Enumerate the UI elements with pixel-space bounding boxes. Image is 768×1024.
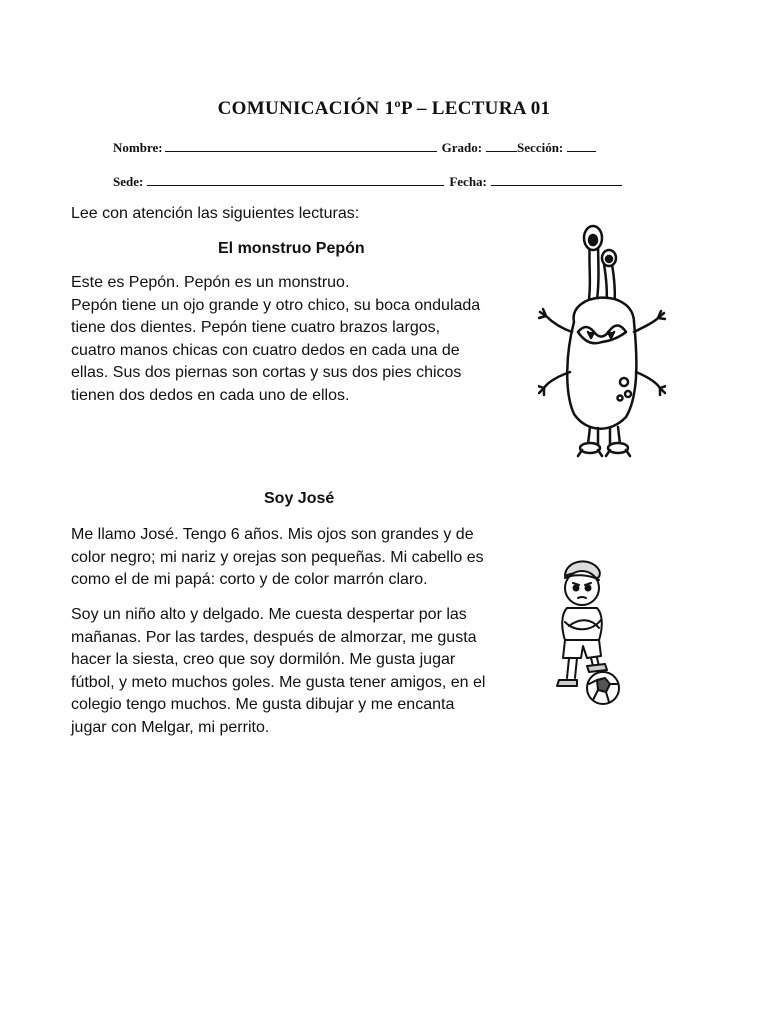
- story1-paragraph: [71, 272, 480, 407]
- student-info-row: [113, 140, 596, 156]
- grado-label: Grado:: [441, 140, 483, 155]
- story2-line: Soy un niño alto y delgado. Me cuesta despertar por las: [71, 606, 467, 623]
- story2-line: mañanas. Por las tardes, después de almorzar, me gusta: [71, 628, 477, 646]
- story1-title: El monstruo Pepón: [218, 240, 365, 257]
- intro-text: Lee con atención las siguientes lecturas:: [71, 205, 360, 222]
- story2-paragraph-2: [71, 604, 485, 739]
- story1-line: Pepón tiene un ojo grande y otro chico, su boca ondulada: [71, 296, 481, 314]
- story2-line: colegio tengo muchos. Me gusta dibujar y me encanta: [71, 696, 455, 713]
- sede-field[interactable]: [147, 174, 444, 186]
- seccion-label: Sección:: [517, 140, 564, 155]
- sede-label: Sede:: [113, 174, 144, 189]
- story2-title: Soy José: [264, 490, 335, 507]
- story2-line: hacer la siesta, creo que soy dormilón. Me gusta jugar: [71, 651, 456, 668]
- boy-with-ball-illustration: [553, 556, 623, 708]
- school-info-row: [113, 174, 622, 190]
- story2-line: jugar con Melgar, mi perrito.: [71, 718, 270, 736]
- story1-line: tienen dos dedos en cada uno de ellos.: [71, 386, 350, 404]
- story1-line: cuatro manos chicas con cuatro dedos en cada una de: [71, 341, 460, 359]
- nombre-field[interactable]: [165, 140, 437, 152]
- story1-line: tiene dos dientes. Pepón tiene cuatro brazos largos,: [71, 319, 441, 336]
- page-title: COMUNICACIÓN 1ºP – LECTURA 01: [217, 98, 551, 119]
- nombre-label: Nombre:: [113, 140, 163, 155]
- fecha-field[interactable]: [491, 174, 622, 186]
- story2-paragraph-1: [71, 524, 484, 592]
- story2-line: Me llamo José. Tengo 6 años. Mis ojos son grandes y de: [71, 526, 474, 543]
- fecha-label: Fecha:: [449, 174, 487, 189]
- grado-field[interactable]: [486, 140, 517, 152]
- story2-line: color negro; mi nariz y orejas son pequeñas. Mi cabello es: [71, 548, 484, 566]
- seccion-field[interactable]: [567, 140, 596, 152]
- story2-line: como el de mi papá: corto y de color marrón claro.: [71, 571, 428, 588]
- monster-illustration: [538, 222, 666, 462]
- story1-line: Este es Pepón. Pepón es un monstruo.: [71, 274, 350, 291]
- story1-line: ellas. Sus dos piernas son cortas y sus dos pies chicos: [71, 364, 462, 381]
- story2-line: fútbol, y meto muchos goles. Me gusta tener amigos, en el: [71, 673, 486, 691]
